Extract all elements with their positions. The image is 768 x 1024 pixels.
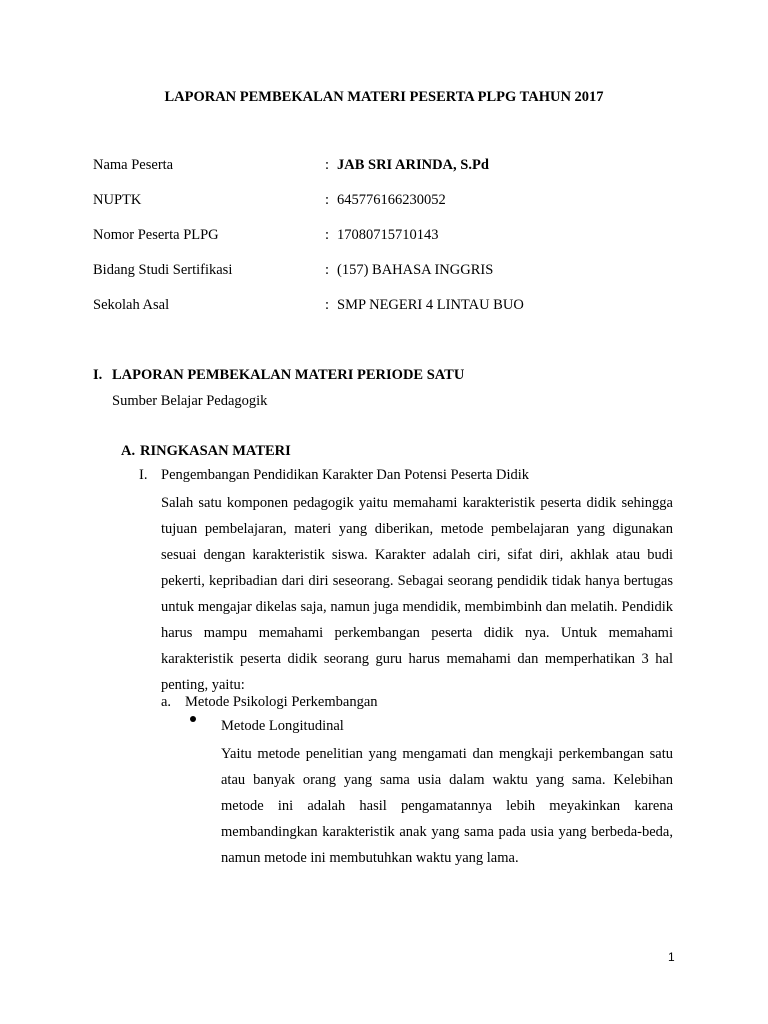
subsection-number: A. <box>121 443 136 459</box>
subitem-heading: Metode Psikologi Perkembangan <box>185 694 378 710</box>
identity-row-name <box>93 157 693 177</box>
page-number: 1 <box>668 950 675 964</box>
identity-colon: : <box>325 157 330 173</box>
identity-label: NUPTK <box>93 192 142 208</box>
bullet-paragraph: Yaitu metode penelitian yang mengamati dan mengkaji perkembangan satu atau banyak orang yang sama usia dalam waktu yang sama. Kelebihan metode ini adalah hasil pengamatannya lebih meyakinkan karena membandingkan karakteristik anak yang sama pada usia yang berbeda-beda, namun metode ini membutuhkan waktu yang lama. <box>221 746 673 866</box>
subitem-letter: a. <box>161 694 172 710</box>
identity-value: 645776166230052 <box>337 192 446 208</box>
identity-row-participant-number <box>93 227 693 247</box>
identity-colon: : <box>325 227 330 243</box>
section-heading: LAPORAN PEMBEKALAN MATERI PERIODE SATU <box>112 367 465 383</box>
identity-value: (157) BAHASA INGGRIS <box>337 262 494 278</box>
document-title: LAPORAN PEMBEKALAN MATERI PESERTA PLPG TAHUN 2017 <box>164 89 604 105</box>
item-paragraph: Salah satu komponen pedagogik yaitu memahami karakteristik peserta didik sehingga tujuan pembelajaran, materi yang diberikan, metode pembelajaran yang digunakan sesuai dengan karakteristik siswa. Karakter adalah ciri, sifat diri, akhlak atau budi pekerti, kepribadian dari diri seseorang. Sebagai seorang pendidik tidak hanya bertugas untuk mengajar dikelas saja, namun juga mendidik, membimbinh dan melatih. Pendidik harus mampu memahami perkembangan peserta didik nya. Untuk memahami karakteristik peserta didik seorang guru harus memahami dan memperhatikan 3 hal penting, yaitu: <box>161 495 673 693</box>
subsection-heading: RINGKASAN MATERI <box>140 443 291 459</box>
identity-colon: : <box>325 297 330 313</box>
identity-label: Bidang Studi Sertifikasi <box>93 262 233 278</box>
identity-colon: : <box>325 192 330 208</box>
identity-row-school <box>93 297 693 317</box>
identity-label: Nama Peserta <box>93 157 174 173</box>
section-number: I. <box>93 367 103 383</box>
identity-row-study-field <box>93 262 693 282</box>
bullet-heading: Metode Longitudinal <box>221 718 344 734</box>
identity-value: 17080715710143 <box>337 227 439 243</box>
item-heading: Pengembangan Pendidikan Karakter Dan Potensi Peserta Didik <box>161 467 530 483</box>
identity-colon: : <box>325 262 330 278</box>
identity-label: Sekolah Asal <box>93 297 170 313</box>
section-source: Sumber Belajar Pedagogik <box>112 393 268 409</box>
identity-value: JAB SRI ARINDA, S.Pd <box>337 157 489 173</box>
identity-value: SMP NEGERI 4 LINTAU BUO <box>337 297 524 313</box>
item-number: I. <box>139 467 148 483</box>
identity-label: Nomor Peserta PLPG <box>93 227 219 243</box>
identity-row-nuptk <box>93 192 693 212</box>
bullet-dot-icon <box>190 716 196 722</box>
